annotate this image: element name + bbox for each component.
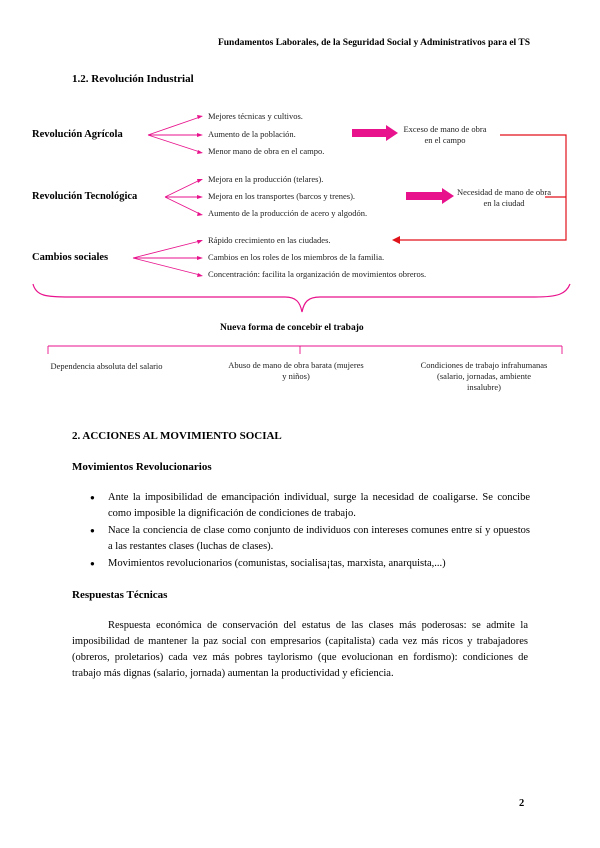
list-item: Menor mano de obra en el campo. [208, 146, 325, 156]
result-necesidad-mano-obra: Necesidad de mano de obra en la ciudad [457, 187, 551, 208]
outcome-dependencia-salario: Dependencia absoluta del salario [50, 361, 163, 371]
list-item: Rápido crecimiento en las ciudades. [208, 235, 331, 245]
subsection-movimientos-revolucionarios: Movimientos Revolucionarios [72, 461, 212, 473]
arrowhead [197, 115, 203, 119]
fan-line [148, 117, 200, 135]
block-arrow-1 [352, 129, 388, 137]
source-revolucion-agricola: Revolución Agrícola [32, 129, 123, 140]
list-item: Concentración: facilita la organización de movimientos obreros. [208, 269, 427, 279]
arrowhead [197, 195, 203, 199]
list-item: Cambios en los roles de los miembros de la familia. [208, 252, 385, 262]
fan-line [165, 197, 200, 214]
arrowhead [197, 150, 203, 154]
arrowhead [197, 133, 203, 137]
arrowhead [197, 212, 203, 216]
block-arrow-2 [406, 192, 444, 200]
source-revolucion-tecnologica: Revolución Tecnológica [32, 191, 138, 202]
fan-line [133, 241, 200, 258]
page-number: 2 [519, 798, 525, 809]
bullet-list-movimientos [90, 490, 530, 573]
fan-line [133, 258, 200, 275]
result-exceso-mano-obra: Exceso de mano de obra en el campo [403, 124, 487, 145]
arrowhead [197, 256, 203, 260]
source-cambios-sociales: Cambios sociales [32, 252, 109, 263]
list-item: ● Movimientos revolucionarios (comunistas, socialisa¡tas, marxista, anarquista,...) [90, 556, 530, 572]
list-item: Mejora en los transportes (barcos y trenes). [208, 191, 356, 201]
summary-brace [33, 284, 570, 312]
outcome-abuso-mano-obra: Abuso de mano de obra barata (mujeres y niños) [228, 360, 364, 381]
fan-line [165, 180, 200, 197]
red-arrowhead [392, 236, 400, 244]
block-arrow-1-head [386, 125, 398, 141]
subsection-respuestas-tecnicas: Respuestas Técnicas [72, 589, 168, 601]
arrowhead [197, 179, 203, 183]
block-arrow-2-head [442, 188, 454, 204]
list-item: ● Ante la imposibilidad de emancipación individual, surge la necesidad de coaligarse. Se concibe como imposible la dignificación de condiciones de trabajo. [90, 490, 530, 522]
fan-line [148, 135, 200, 152]
list-item: Mejores técnicas y cultivos. [208, 111, 303, 121]
list-item: ● Nace la conciencia de clase como conjunto de individuos con intereses comunes entre sí y opuestos a las restantes clases (luchas de clases). [90, 523, 530, 555]
respuestas-paragraph: Respuesta económica de conservación del estatus de las clases más poderosas: se admite la imposibilidad de mantener la paz social con empresarios (capitalista) cada vez más ricos y trabajadores (obreros, proletarios) cada vez más pobres taylorismo (que evolucionan en fordismo): condiciones de trabajo más dignas (salario, jornada) aumentan la productividad y eficiencia. [72, 620, 528, 679]
page-header: Fundamentos Laborales, de la Seguridad Social y Administrativos para el TS [217, 38, 530, 48]
outcome-condiciones-infrahumanas: Condiciones de trabajo infrahumanas (salario, jornadas, ambiente insalubre) [420, 360, 548, 392]
section-title-revolucion-industrial: 1.2. Revolución Industrial [72, 73, 194, 85]
list-item: Aumento de la producción de acero y algodón. [208, 208, 368, 218]
arrowhead [197, 240, 203, 244]
list-item: Aumento de la población. [208, 129, 296, 139]
diagram-conclusion: Nueva forma de concebir el trabajo [220, 323, 364, 333]
list-item: Mejora en la producción (telares). [208, 174, 324, 184]
section-title-acciones: 2. ACCIONES AL MOVIMIENTO SOCIAL [72, 430, 282, 442]
arrowhead [197, 273, 203, 277]
